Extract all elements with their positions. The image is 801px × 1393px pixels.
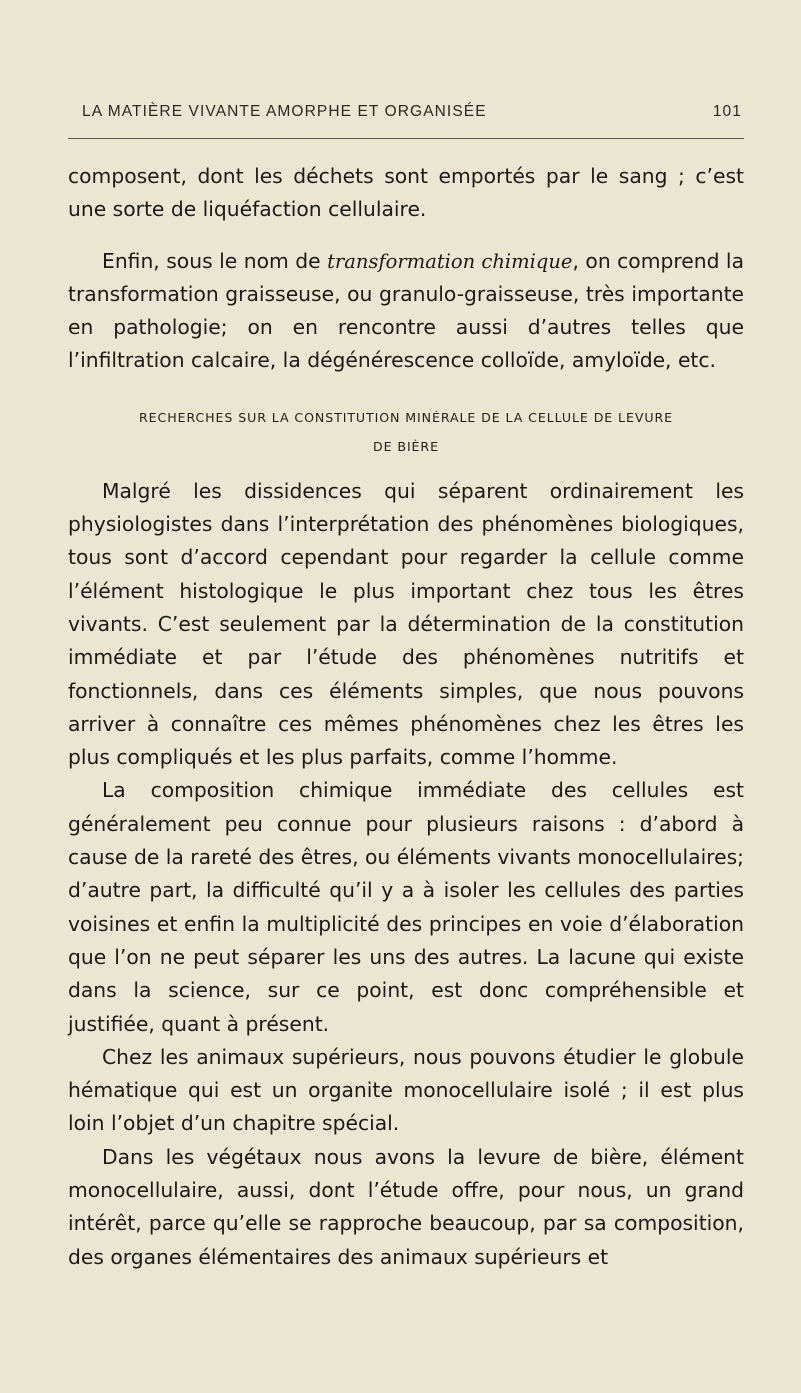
running-head bbox=[82, 103, 742, 127]
paragraph-text-start: Enfin, sous le nom de bbox=[102, 248, 328, 273]
paragraph-continuation: composent, dont les déchets sont emportés par le sang ; c’est une sorte de liquéfaction cellulaire. bbox=[68, 164, 744, 222]
section-heading bbox=[68, 403, 744, 461]
section-heading-line-1: RECHERCHES SUR LA CONSTITUTION MINÉRALE DE LA CELLULE DE LEVURE bbox=[139, 409, 673, 425]
paragraph-dissidences: Malgré les dissidences qui séparent ordinairement les physiologistes dans l’interprétation des phénomènes biologiques, tous sont d’accord cependant pour regarder la cellule comme l’élément histologique le plus important chez tous les êtres vivants. C’est seulement par la détermination de la constitution immédiate et par l’étude des phénomènes nutritifs et fonctionnels, dans ces éléments simples, que nous pouvons arriver à connaître ces mêmes phénomènes chez les êtres les plus compliqués et les plus parfaits, comme l’homme. bbox=[68, 478, 744, 770]
paragraph-transformation-chimique bbox=[68, 245, 744, 378]
italic-term: transformation chimique bbox=[327, 249, 573, 273]
page-number: 101 bbox=[712, 103, 742, 120]
paragraph-animaux: Chez les animaux supérieurs, nous pouvons étudier le globule hématique qui est un organite monocellulaire isolé ; il est plus loin l’objet d’un chapitre spécial. bbox=[68, 1044, 744, 1136]
paragraph-vegetaux: Dans les végétaux nous avons la levure de bière, élément monocellulaire, aussi, dont l’étude offre, pour nous, un grand intérêt, parce qu’elle se rapproche beaucoup, par sa composition, des organes élémentaires des animaux supérieurs et bbox=[68, 1144, 744, 1269]
paragraph-text-end: , on comprend la transformation graisseuse, ou granulo-graisseuse, très importante en pathologie; on en rencontre aussi d’autres telles que l’infiltration calcaire, la dégénérescence colloïde, amyloïde, etc. bbox=[68, 248, 744, 373]
body-text bbox=[68, 160, 744, 1274]
header-rule bbox=[68, 138, 744, 139]
paragraph-composition: La composition chimique immédiate des cellules est généralement peu connue pour plusieurs raisons : d’abord à cause de la rareté des êtres, ou éléments vivants monocellulaires; d’autre part, la difficulté qu’il y a à isoler les cellules des parties voisines et enfin la multiplicité des principes en voie d’élaboration que l’on ne peut séparer les uns des autres. La lacune qui existe dans la science, sur ce point, est donc compréhensible et justifiée, quant à présent. bbox=[68, 778, 744, 1036]
running-title: LA MATIÈRE VIVANTE AMORPHE ET ORGANISÉE bbox=[82, 103, 487, 120]
section-heading-line-2: DE BIÈRE bbox=[373, 438, 439, 454]
